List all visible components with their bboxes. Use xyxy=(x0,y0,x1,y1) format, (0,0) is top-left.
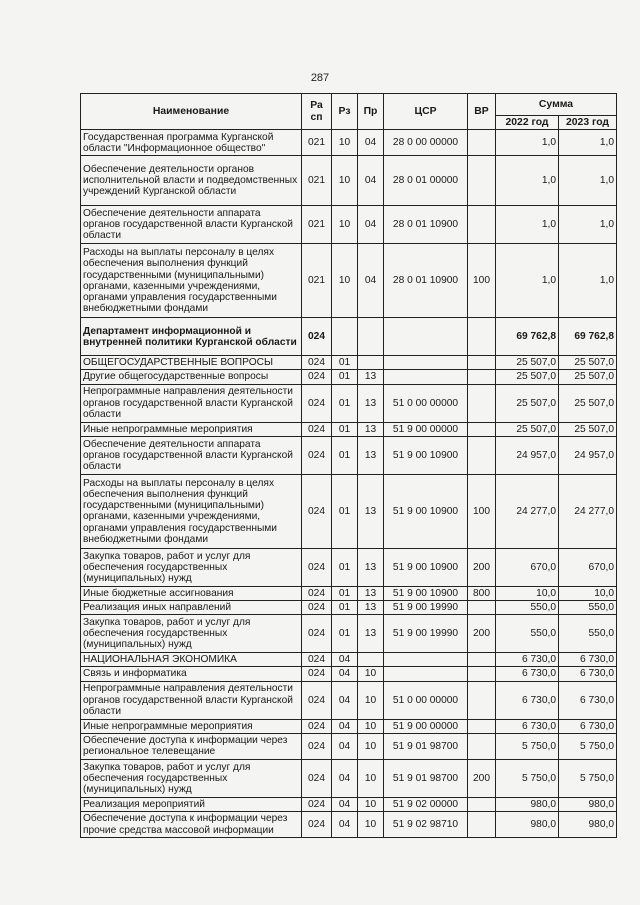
row-sum-2022: 6 730,0 xyxy=(496,719,559,733)
table-row xyxy=(81,474,617,548)
table-row xyxy=(81,733,617,759)
row-name: Связь и информатика xyxy=(81,667,302,681)
row-pr: 13 xyxy=(358,422,384,436)
row-vr xyxy=(468,384,496,422)
row-csr: 28 0 01 00000 xyxy=(384,156,468,206)
row-pr: 13 xyxy=(358,474,384,548)
row-ra-sp: 021 xyxy=(302,130,332,156)
row-rz: 04 xyxy=(332,733,358,759)
row-sum-2023: 6 730,0 xyxy=(559,681,617,719)
row-vr xyxy=(468,370,496,384)
row-vr xyxy=(468,601,496,615)
row-vr xyxy=(468,206,496,244)
row-sum-2023: 980,0 xyxy=(559,812,617,838)
table-row xyxy=(81,130,617,156)
row-vr xyxy=(468,733,496,759)
row-ra-sp: 024 xyxy=(302,615,332,653)
row-vr xyxy=(468,812,496,838)
row-pr: 04 xyxy=(358,156,384,206)
row-pr: 10 xyxy=(358,759,384,797)
row-pr xyxy=(358,653,384,667)
row-rz: 01 xyxy=(332,422,358,436)
row-sum-2022: 5 750,0 xyxy=(496,733,559,759)
row-csr: 51 9 02 00000 xyxy=(384,797,468,811)
table-row xyxy=(81,384,617,422)
row-csr: 28 0 01 10900 xyxy=(384,206,468,244)
row-name: Закупка товаров, работ и услуг для обеспечения государственных (муниципальных) нужд xyxy=(81,759,302,797)
row-sum-2022: 1,0 xyxy=(496,156,559,206)
row-sum-2023: 1,0 xyxy=(559,244,617,318)
row-pr xyxy=(358,318,384,356)
header-vr: ВР xyxy=(468,94,496,130)
row-name: Иные непрограммные мероприятия xyxy=(81,719,302,733)
row-csr xyxy=(384,653,468,667)
row-csr: 51 9 02 98710 xyxy=(384,812,468,838)
row-rz: 01 xyxy=(332,370,358,384)
row-ra-sp: 024 xyxy=(302,759,332,797)
row-ra-sp: 024 xyxy=(302,474,332,548)
row-sum-2023: 25 507,0 xyxy=(559,370,617,384)
row-csr: 51 9 00 10900 xyxy=(384,548,468,586)
row-sum-2022: 1,0 xyxy=(496,206,559,244)
row-rz xyxy=(332,318,358,356)
row-sum-2022: 69 762,8 xyxy=(496,318,559,356)
row-ra-sp: 024 xyxy=(302,370,332,384)
row-name: Расходы на выплаты персоналу в целях обеспечения выполнения функций государственными (муниципальными) органами, казенными учреждениями, органами управления государственными внебюджетными фондами xyxy=(81,244,302,318)
row-ra-sp: 024 xyxy=(302,586,332,600)
row-pr: 13 xyxy=(358,548,384,586)
row-sum-2023: 1,0 xyxy=(559,130,617,156)
table-row xyxy=(81,653,617,667)
row-sum-2023: 25 507,0 xyxy=(559,356,617,370)
row-csr: 51 9 00 00000 xyxy=(384,719,468,733)
row-vr xyxy=(468,436,496,474)
row-csr: 51 9 00 10900 xyxy=(384,586,468,600)
row-sum-2023: 550,0 xyxy=(559,601,617,615)
table-row xyxy=(81,759,617,797)
row-pr: 10 xyxy=(358,719,384,733)
row-vr: 100 xyxy=(468,244,496,318)
row-ra-sp: 024 xyxy=(302,601,332,615)
row-sum-2023: 550,0 xyxy=(559,615,617,653)
table-row xyxy=(81,812,617,838)
row-rz: 04 xyxy=(332,759,358,797)
row-rz: 01 xyxy=(332,586,358,600)
row-name: Реализация иных направлений xyxy=(81,601,302,615)
row-vr xyxy=(468,130,496,156)
row-ra-sp: 024 xyxy=(302,384,332,422)
row-name: Реализация мероприятий xyxy=(81,797,302,811)
row-name: Иные непрограммные мероприятия xyxy=(81,422,302,436)
table-body xyxy=(81,130,617,838)
budget-table xyxy=(80,93,617,838)
row-pr: 04 xyxy=(358,130,384,156)
row-name: Непрограммные направления деятельности органов государственной власти Курганской области xyxy=(81,384,302,422)
row-name: Иные бюджетные ассигнования xyxy=(81,586,302,600)
row-pr: 13 xyxy=(358,615,384,653)
row-sum-2022: 6 730,0 xyxy=(496,653,559,667)
row-rz: 04 xyxy=(332,797,358,811)
row-sum-2023: 6 730,0 xyxy=(559,667,617,681)
row-name: Обеспечение деятельности органов исполнительной власти и подведомственных учреждений Курганской области xyxy=(81,156,302,206)
row-sum-2022: 980,0 xyxy=(496,797,559,811)
row-ra-sp: 021 xyxy=(302,244,332,318)
header-summa: Сумма xyxy=(496,94,617,116)
row-vr xyxy=(468,719,496,733)
row-pr: 13 xyxy=(358,436,384,474)
row-vr: 200 xyxy=(468,759,496,797)
row-csr: 51 9 01 98700 xyxy=(384,733,468,759)
row-sum-2023: 10,0 xyxy=(559,586,617,600)
row-ra-sp: 024 xyxy=(302,797,332,811)
row-ra-sp: 024 xyxy=(302,653,332,667)
row-ra-sp: 024 xyxy=(302,548,332,586)
row-csr: 51 0 00 00000 xyxy=(384,681,468,719)
row-pr: 10 xyxy=(358,797,384,811)
row-rz: 04 xyxy=(332,681,358,719)
row-pr: 13 xyxy=(358,370,384,384)
table-row xyxy=(81,601,617,615)
table-row xyxy=(81,244,617,318)
row-rz: 01 xyxy=(332,548,358,586)
row-ra-sp: 024 xyxy=(302,356,332,370)
row-name: ОБЩЕГОСУДАРСТВЕННЫЕ ВОПРОСЫ xyxy=(81,356,302,370)
row-sum-2023: 670,0 xyxy=(559,548,617,586)
row-rz: 10 xyxy=(332,156,358,206)
header-pr: Пр xyxy=(358,94,384,130)
row-rz: 01 xyxy=(332,356,358,370)
row-pr: 10 xyxy=(358,681,384,719)
row-name: Другие общегосударственные вопросы xyxy=(81,370,302,384)
row-csr: 28 0 01 10900 xyxy=(384,244,468,318)
row-vr xyxy=(468,681,496,719)
row-sum-2022: 10,0 xyxy=(496,586,559,600)
row-csr: 28 0 00 00000 xyxy=(384,130,468,156)
row-rz: 01 xyxy=(332,436,358,474)
row-csr: 51 9 01 98700 xyxy=(384,759,468,797)
row-rz: 04 xyxy=(332,653,358,667)
row-ra-sp: 024 xyxy=(302,318,332,356)
row-vr: 100 xyxy=(468,474,496,548)
row-vr: 200 xyxy=(468,548,496,586)
row-vr: 800 xyxy=(468,586,496,600)
page-number: 287 xyxy=(310,72,330,84)
row-sum-2022: 670,0 xyxy=(496,548,559,586)
row-name: Расходы на выплаты персоналу в целях обеспечения выполнения функций государственными (муниципальными) органами, казенными учреждениями, органами управления государственными внебюджетными фондами xyxy=(81,474,302,548)
table-row xyxy=(81,422,617,436)
row-rz: 10 xyxy=(332,130,358,156)
row-ra-sp: 024 xyxy=(302,436,332,474)
row-vr xyxy=(468,356,496,370)
row-sum-2022: 1,0 xyxy=(496,130,559,156)
row-vr xyxy=(468,797,496,811)
row-rz: 04 xyxy=(332,719,358,733)
table-row xyxy=(81,436,617,474)
row-name: Закупка товаров, работ и услуг для обеспечения государственных (муниципальных) нужд xyxy=(81,548,302,586)
row-sum-2022: 550,0 xyxy=(496,615,559,653)
row-pr: 13 xyxy=(358,601,384,615)
table-row xyxy=(81,156,617,206)
row-sum-2022: 25 507,0 xyxy=(496,370,559,384)
row-vr xyxy=(468,156,496,206)
row-vr: 200 xyxy=(468,615,496,653)
row-vr xyxy=(468,653,496,667)
row-ra-sp: 021 xyxy=(302,206,332,244)
table-row xyxy=(81,548,617,586)
row-sum-2022: 1,0 xyxy=(496,244,559,318)
row-name: НАЦИОНАЛЬНАЯ ЭКОНОМИКА xyxy=(81,653,302,667)
row-pr: 10 xyxy=(358,733,384,759)
row-pr: 04 xyxy=(358,244,384,318)
table-row xyxy=(81,586,617,600)
row-ra-sp: 024 xyxy=(302,812,332,838)
table-row xyxy=(81,797,617,811)
row-pr: 04 xyxy=(358,206,384,244)
row-pr xyxy=(358,356,384,370)
header-rz: Рз xyxy=(332,94,358,130)
row-pr: 13 xyxy=(358,586,384,600)
row-pr: 13 xyxy=(358,384,384,422)
row-ra-sp: 024 xyxy=(302,733,332,759)
header-year-2023: 2023 год xyxy=(559,116,617,130)
table-row xyxy=(81,667,617,681)
row-vr xyxy=(468,318,496,356)
row-name: Департамент информационной и внутренней политики Курганской области xyxy=(81,318,302,356)
row-name: Обеспечение деятельности аппарата органов государственной власти Курганской области xyxy=(81,436,302,474)
row-pr: 10 xyxy=(358,667,384,681)
table-row xyxy=(81,356,617,370)
row-csr: 51 9 00 19990 xyxy=(384,601,468,615)
row-sum-2022: 24 957,0 xyxy=(496,436,559,474)
row-rz: 01 xyxy=(332,615,358,653)
row-pr: 10 xyxy=(358,812,384,838)
row-rz: 10 xyxy=(332,206,358,244)
row-vr xyxy=(468,667,496,681)
row-name: Обеспечение деятельности аппарата органов государственной власти Курганской области xyxy=(81,206,302,244)
row-sum-2022: 25 507,0 xyxy=(496,422,559,436)
row-csr: 51 9 00 10900 xyxy=(384,474,468,548)
row-sum-2023: 5 750,0 xyxy=(559,733,617,759)
row-csr xyxy=(384,370,468,384)
row-csr: 51 9 00 10900 xyxy=(384,436,468,474)
row-rz: 01 xyxy=(332,384,358,422)
header-ra-sp: Ра сп xyxy=(302,94,332,130)
header-csr: ЦСР xyxy=(384,94,468,130)
table-row xyxy=(81,370,617,384)
row-ra-sp: 024 xyxy=(302,719,332,733)
row-sum-2023: 1,0 xyxy=(559,156,617,206)
row-sum-2023: 5 750,0 xyxy=(559,759,617,797)
row-name: Обеспечение доступа к информации через региональное телевещание xyxy=(81,733,302,759)
row-sum-2022: 980,0 xyxy=(496,812,559,838)
table-row xyxy=(81,206,617,244)
row-sum-2023: 69 762,8 xyxy=(559,318,617,356)
row-sum-2022: 24 277,0 xyxy=(496,474,559,548)
row-name: Государственная программа Курганской области "Информационное общество" xyxy=(81,130,302,156)
row-sum-2023: 6 730,0 xyxy=(559,719,617,733)
row-sum-2023: 1,0 xyxy=(559,206,617,244)
row-name: Обеспечение доступа к информации через прочие средства массовой информации xyxy=(81,812,302,838)
row-name: Непрограммные направления деятельности органов государственной власти Курганской области xyxy=(81,681,302,719)
header-name: Наименование xyxy=(81,94,302,130)
row-rz: 01 xyxy=(332,601,358,615)
row-sum-2022: 6 730,0 xyxy=(496,681,559,719)
row-rz: 10 xyxy=(332,244,358,318)
header-year-2022: 2022 год xyxy=(496,116,559,130)
row-rz: 04 xyxy=(332,812,358,838)
table-row xyxy=(81,681,617,719)
row-rz: 01 xyxy=(332,474,358,548)
row-sum-2023: 24 957,0 xyxy=(559,436,617,474)
row-sum-2023: 25 507,0 xyxy=(559,422,617,436)
row-sum-2023: 980,0 xyxy=(559,797,617,811)
row-csr xyxy=(384,318,468,356)
row-sum-2022: 6 730,0 xyxy=(496,667,559,681)
row-csr: 51 9 00 19990 xyxy=(384,615,468,653)
row-sum-2023: 25 507,0 xyxy=(559,384,617,422)
row-ra-sp: 024 xyxy=(302,422,332,436)
table-row xyxy=(81,615,617,653)
row-csr xyxy=(384,667,468,681)
row-sum-2022: 550,0 xyxy=(496,601,559,615)
row-csr: 51 9 00 00000 xyxy=(384,422,468,436)
row-csr xyxy=(384,356,468,370)
row-sum-2022: 25 507,0 xyxy=(496,384,559,422)
row-sum-2023: 24 277,0 xyxy=(559,474,617,548)
row-ra-sp: 021 xyxy=(302,156,332,206)
table-row xyxy=(81,318,617,356)
row-sum-2022: 5 750,0 xyxy=(496,759,559,797)
row-vr xyxy=(468,422,496,436)
row-name: Закупка товаров, работ и услуг для обеспечения государственных (муниципальных) нужд xyxy=(81,615,302,653)
row-sum-2022: 25 507,0 xyxy=(496,356,559,370)
row-rz: 04 xyxy=(332,667,358,681)
row-ra-sp: 024 xyxy=(302,667,332,681)
row-ra-sp: 024 xyxy=(302,681,332,719)
table-row xyxy=(81,719,617,733)
row-sum-2023: 6 730,0 xyxy=(559,653,617,667)
row-csr: 51 0 00 00000 xyxy=(384,384,468,422)
